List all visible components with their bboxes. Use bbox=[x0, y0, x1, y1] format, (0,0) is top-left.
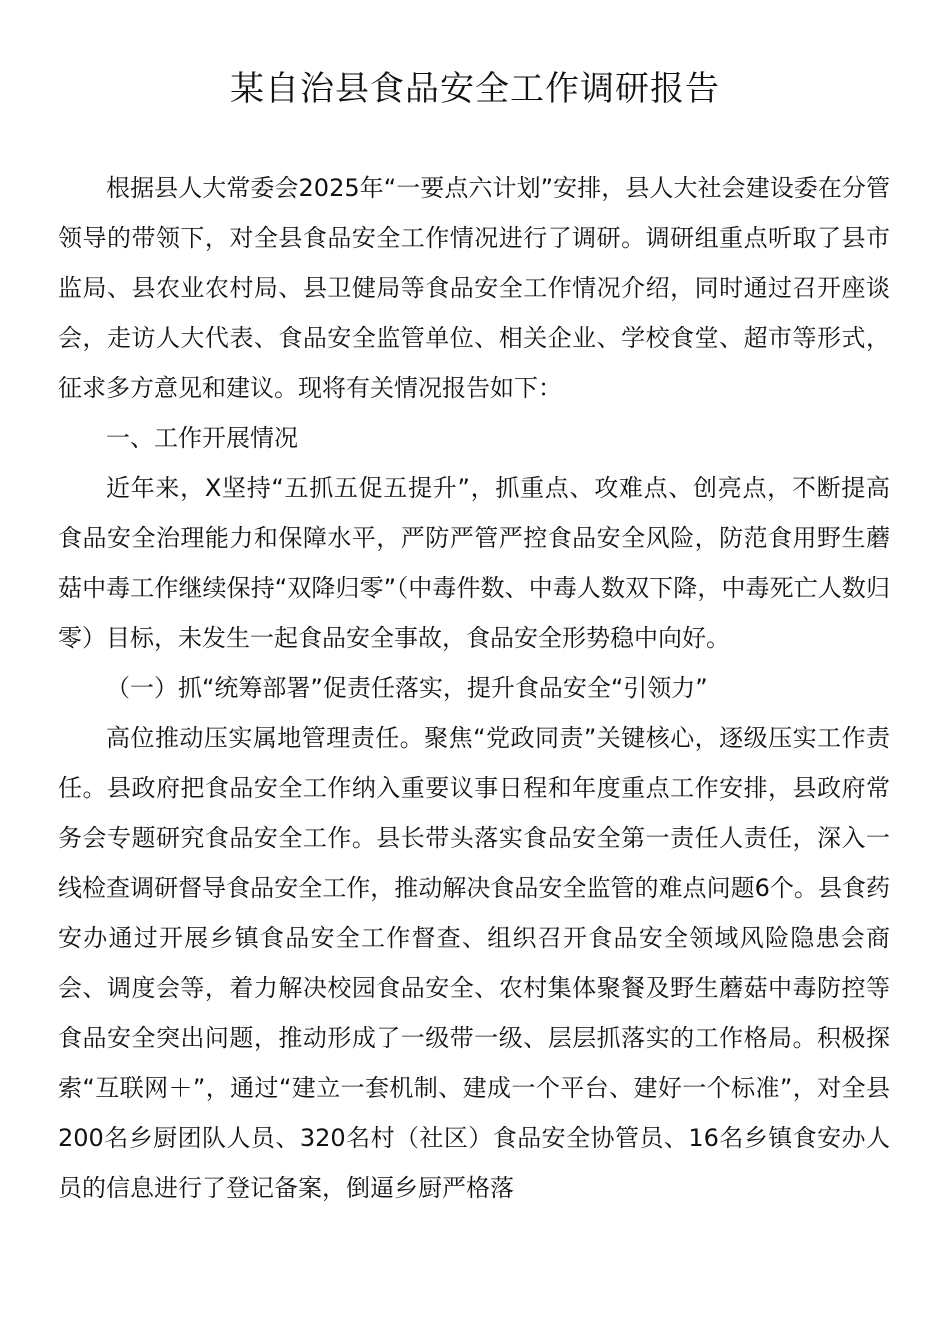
overview-paragraph: 近年来，X坚持“五抓五促五提升”，抓重点、攻难点、创亮点，不断提高食品安全治理能力和保障水平，严防严管严控食品安全风险，防范食用野生蘑菇中毒工作继续保持“双降归零”（中毒件数、中毒人数双下降，中毒死亡人数归零）目标，未发生一起食品安全事故，食品安全形势稳中向好。 bbox=[58, 474, 890, 652]
subsection-heading-1: （一）抓“统筹部署”促责任落实，提升食品安全“引领力” bbox=[106, 674, 708, 702]
document-title: 某自治县食品安全工作调研报告 bbox=[230, 69, 720, 109]
responsibility-paragraph: 高位推动压实属地管理责任。聚焦“党政同责”关键核心，逐级压实工作责任。县政府把食品安全工作纳入重要议事日程和年度重点工作安排，县政府常务会专题研究食品安全工作。县长带头落实食品安全第一责任人责任，深入一线检查调研督导食品安全工作，推动解决食品安全监管的难点问题6个。县食药安办通过开展乡镇食品安全工作督查、组织召开食品安全领域风险隐患会商会、调度会等，着力解决校园食品安全、农村集体聚餐及野生蘑菇中毒防控等食品安全突出问题，推动形成了一级带一级、层层抓落实的工作格局。积极探索“互联网＋”，通过“建立一套机制、建成一个平台、建好一个标准”，对全县200名乡厨团队人员、320名村（社区）食品安全协管员、16名乡镇食安办人员的信息进行了登记备案，倒逼乡厨严格落 bbox=[58, 724, 890, 1202]
intro-paragraph: 根据县人大常委会2025年“一要点六计划”安排，县人大社会建设委在分管领导的带领下，对全县食品安全工作情况进行了调研。调研组重点听取了县市监局、县农业农村局、县卫健局等食品安全工作情况介绍，同时通过召开座谈会，走访人大代表、食品安全监管单位、相关企业、学校食堂、超市等形式，征求多方意见和建议。现将有关情况报告如下： bbox=[58, 174, 890, 402]
section-heading-1: 一、工作开展情况 bbox=[106, 424, 298, 452]
document-body bbox=[58, 163, 890, 1213]
